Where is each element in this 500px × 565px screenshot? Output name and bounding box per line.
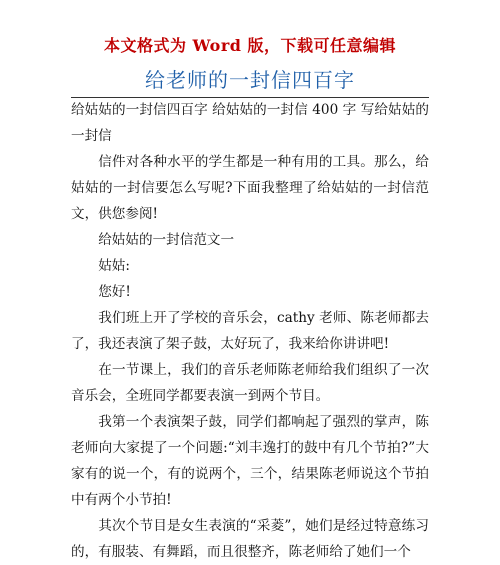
document-title: 给老师的一封信四百字 bbox=[145, 68, 355, 92]
salutation: 姑姑: bbox=[98, 258, 130, 274]
greeting: 您好! bbox=[98, 284, 131, 300]
body-paragraph: 在一节课上，我们的音乐老师陈老师给我们组织了一次音乐会，全班同学都要表演一到两个节目。 bbox=[71, 362, 429, 404]
document-body bbox=[71, 97, 429, 565]
format-banner: 本文格式为 Word 版，下载可任意编辑 bbox=[103, 36, 397, 55]
body-paragraph: 我们班上开了学校的音乐会，cathy 老师、陈老师都去了，我还表演了架子鼓，太好玩了，我来给你讲讲吧! bbox=[71, 310, 429, 352]
body-paragraph: 其次个节目是女生表演的“采菱”，她们是经过特意练习的，有服装、有舞蹈，而且很整齐，陈老师给了她们一个 bbox=[71, 518, 429, 560]
intro-paragraph: 给姑姑的一封信四百字 给姑姑的一封信 400 字 写给姑姑的一封信 bbox=[71, 102, 429, 144]
body-paragraph: 信件对各种水平的学生都是一种有用的工具。那么，给姑姑的一封信要怎么写呢?下面我整理了给姑姑的一封信范文，供您参阅! bbox=[71, 154, 429, 222]
section-heading: 给姑姑的一封信范文一 bbox=[98, 232, 235, 248]
body-paragraph: 我第一个表演架子鼓，同学们都响起了强烈的掌声，陈老师向大家提了一个问题:“刘丰逸打的鼓中有几个节拍?”大家有的说一个，有的说两个，三个，结果陈老师说这个节拍中有两个小节拍! bbox=[71, 414, 429, 508]
